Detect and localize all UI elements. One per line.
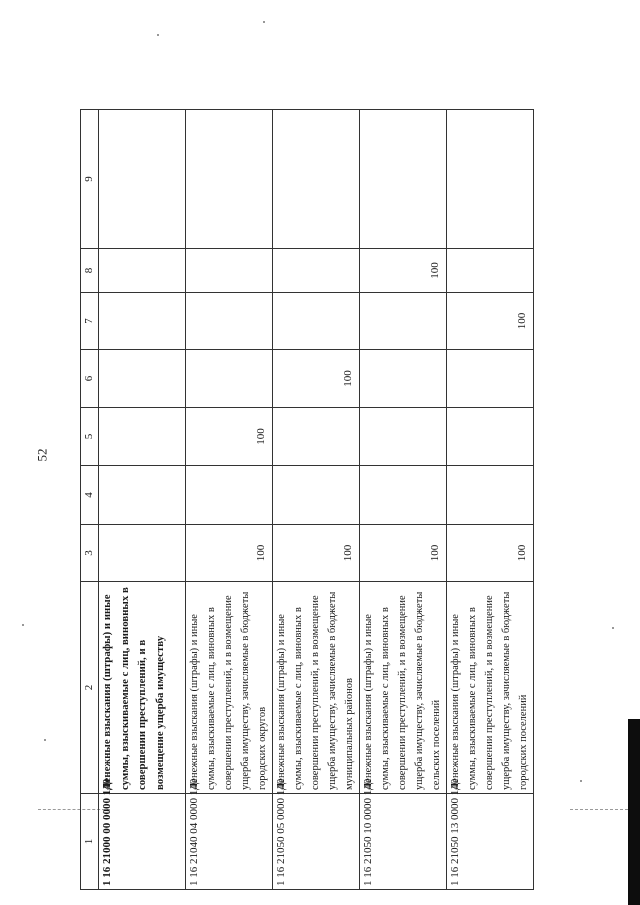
column-header: 4 (81, 466, 99, 525)
scan-edge-bar (628, 719, 640, 905)
value-cell (273, 110, 360, 249)
revenue-name-cell: Денежные взыскания (штрафы) и иные суммы, взыскиваемые с лиц, виновных в совершении преступлений, и в возмещение ущерба имуществу, зачисляемые в бюджеты городских поселений (447, 582, 534, 794)
value-cell (186, 249, 273, 293)
margin-dash-line (570, 809, 628, 810)
column-header: 2 (81, 582, 99, 794)
budget-code-table (80, 109, 534, 890)
column-header: 5 (81, 408, 99, 466)
scan-spot (580, 780, 582, 782)
table-row (99, 110, 186, 890)
table-row (273, 110, 360, 890)
budget-code-cell: 1 16 21050 10 0000 140 (360, 794, 447, 890)
value-cell: 100 (186, 408, 273, 466)
value-cell (273, 466, 360, 525)
value-cell (186, 350, 273, 408)
value-cell (447, 249, 534, 293)
value-cell (447, 408, 534, 466)
page-number: 52 (34, 448, 50, 462)
value-cell (186, 466, 273, 525)
scan-spot (44, 739, 46, 741)
value-cell (360, 293, 447, 350)
value-cell: 100 (447, 525, 534, 582)
value-cell (360, 110, 447, 249)
revenue-name-cell: Денежные взыскания (штрафы) и иные суммы, взыскиваемые с лиц, виновных в совершении преступлений, и в возмещение ущерба имуществу, зачисляемые в бюджеты сельских поселений (360, 582, 447, 794)
revenue-name-cell: Денежные взыскания (штрафы) и иные суммы, взыскиваемые с лиц, виновных в совершении преступлений, и в возмещение ущерба имуществу, зачисляемые в бюджеты муниципальных районов (273, 582, 360, 794)
value-cell (447, 466, 534, 525)
table-row (186, 110, 273, 890)
column-header: 8 (81, 249, 99, 293)
value-cell (99, 110, 186, 249)
value-cell (99, 466, 186, 525)
value-cell (99, 408, 186, 466)
table-header-row (81, 110, 99, 890)
value-cell: 100 (447, 293, 534, 350)
value-cell (273, 293, 360, 350)
value-cell (447, 110, 534, 249)
scan-spot (263, 21, 265, 23)
revenue-name-cell: Денежные взыскания (штрафы) и иные суммы, взыскиваемые с лиц, виновных в совершении преступлений, и в возмещение ущерба имуществу, зачисляемые в бюджеты городских округов (186, 582, 273, 794)
table-row (447, 110, 534, 890)
value-cell: 100 (273, 525, 360, 582)
budget-code-cell: 1 16 21050 13 0000 140 (447, 794, 534, 890)
value-cell (186, 110, 273, 249)
budget-code-cell: 1 16 21050 05 0000 140 (273, 794, 360, 890)
value-cell (99, 249, 186, 293)
value-cell (99, 350, 186, 408)
value-cell (99, 525, 186, 582)
value-cell (360, 408, 447, 466)
scan-spot (157, 34, 159, 36)
value-cell (99, 293, 186, 350)
revenue-name-cell: Денежные взыскания (штрафы) и иные суммы, взыскиваемые с лиц, виновных в совершении преступлений, и в возмещение ущерба имуществу (99, 582, 186, 794)
table-row (360, 110, 447, 890)
budget-code-cell: 1 16 21040 04 0000 140 (186, 794, 273, 890)
value-cell (360, 466, 447, 525)
value-cell: 100 (273, 350, 360, 408)
value-cell: 100 (186, 525, 273, 582)
column-header: 1 (81, 794, 99, 890)
value-cell (447, 350, 534, 408)
column-header: 3 (81, 525, 99, 582)
budget-code-cell: 1 16 21000 00 0000 140 (99, 794, 186, 890)
scan-spot (612, 627, 614, 629)
column-header: 6 (81, 350, 99, 408)
value-cell (273, 249, 360, 293)
value-cell (186, 293, 273, 350)
column-header: 9 (81, 110, 99, 249)
value-cell: 100 (360, 249, 447, 293)
value-cell: 100 (360, 525, 447, 582)
scan-spot (22, 624, 24, 626)
column-header: 7 (81, 293, 99, 350)
value-cell (360, 350, 447, 408)
value-cell (273, 408, 360, 466)
